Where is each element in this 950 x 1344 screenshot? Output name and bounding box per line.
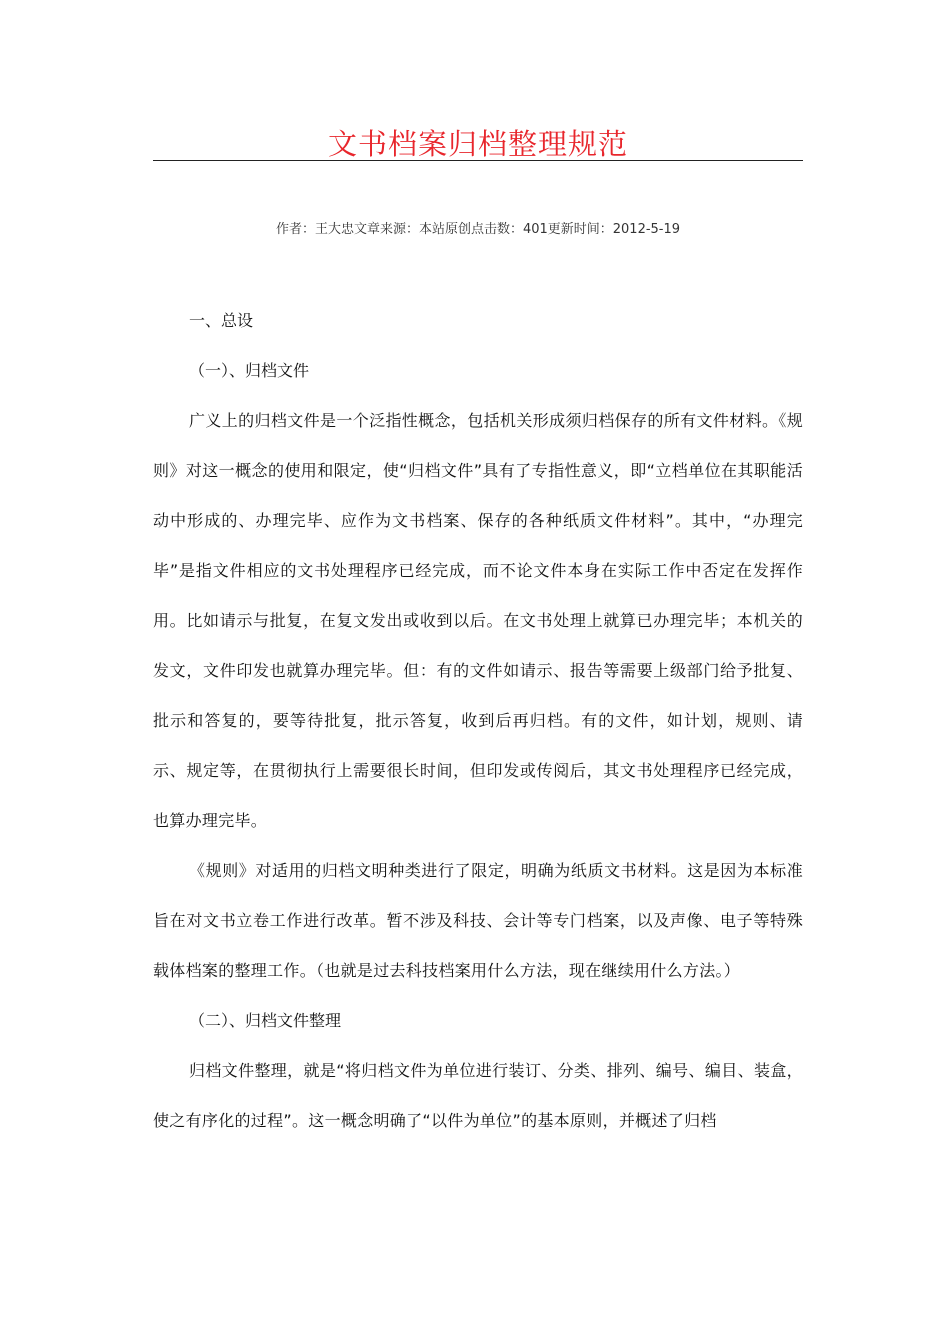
paragraph: 广义上的归档文件是一个泛指性概念，包括机关形成须归档保存的所有文件材料。《规则》对这一概念的使用和限定，使“归档文件”具有了专指性意义，即“立档单位在其职能活动中形成的、办理完毕、应作为文书档案、保存的各种纸质文件材料”。其中，“办理完毕”是指文件相应的文书处理程序已经完成，而不论文件本身在实际工作中否定在发挥作用。比如请示与批复，在复文发出或收到以后。在文书处理上就算已办理完毕；本机关的发文，文件印发也就算办理完毕。但：有的文件如请示、报告等需要上级部门给予批复、批示和答复的，要等待批复，批示答复，收到后再归档。有的文件，如计划，规则、请示、规定等，在贯彻执行上需要很长时间，但印发或传阅后，其文书处理程序已经完成，也算办理完毕。 <box>153 411 803 830</box>
section-heading-general: 一、总设 <box>189 311 254 330</box>
document-title: 文书档案归档整理规范 <box>327 127 628 161</box>
article-meta: 作者：王大忠文章来源：本站原创点击数：401更新时间：2012-5-19 <box>275 222 681 237</box>
title-divider <box>153 160 803 161</box>
document-body <box>153 296 803 1146</box>
paragraph: 归档文件整理，就是“将归档文件为单位进行装订、分类、排列、编号、编目、装盒，使之有序化的过程”。这一概念明确了“以件为单位”的基本原则，并概述了归档 <box>153 1061 803 1130</box>
subsection-heading-file-arrangement: （二）、归档文件整理 <box>189 1011 342 1030</box>
paragraph: 《规则》对适用的归档文明种类进行了限定，明确为纸质文书材料。这是因为本标准旨在对文书立卷工作进行改革。暂不涉及科技、会计等专门档案，以及声像、电子等特殊载体档案的整理工作。（也就是过去科技档案用什么方法，现在继续用什么方法。） <box>153 861 803 980</box>
subsection-heading-archived-files: （一）、归档文件 <box>189 361 310 380</box>
